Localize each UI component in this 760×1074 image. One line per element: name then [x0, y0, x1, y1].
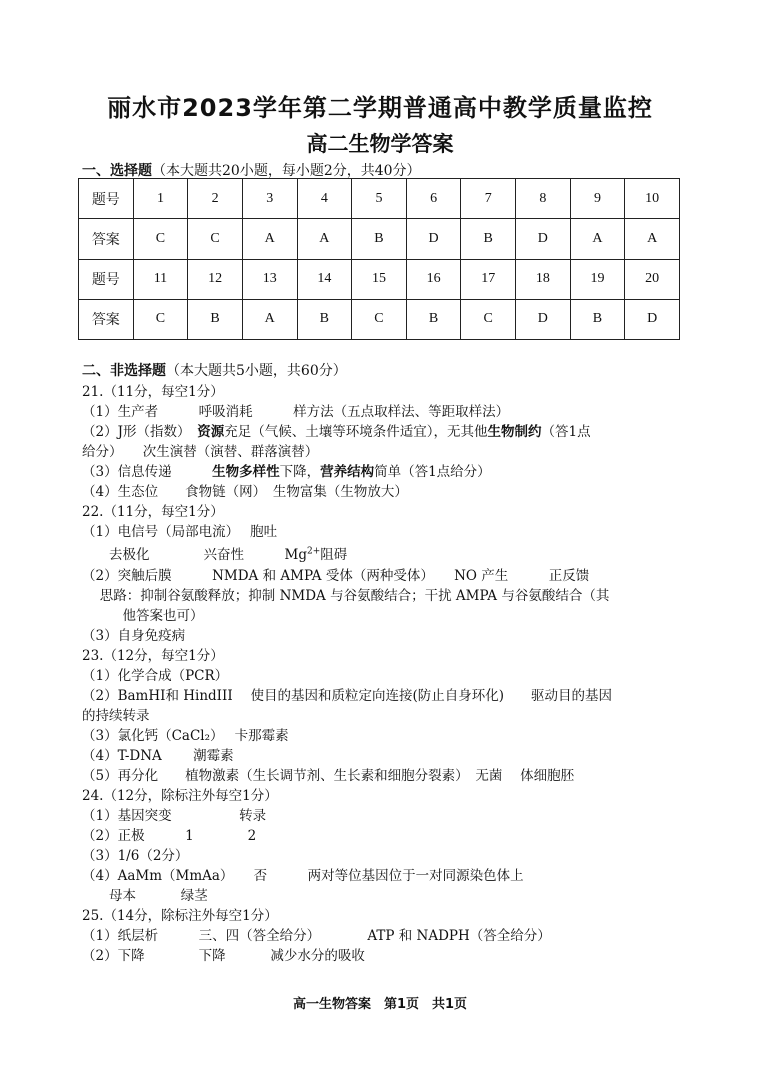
q23-line-5: （4）T-DNA 潮霉素 [82, 748, 234, 764]
question-number: 16 [406, 259, 461, 299]
q23-line-4: （3）氯化钙（CaCl₂） 卡那霉素 [82, 728, 289, 744]
q22-line-4: 思路：抑制谷氨酸释放；抑制 NMDA 与谷氨酸结合；干扰 AMPA 与谷氨酸结合（其 [82, 588, 610, 604]
document-title: 丽水市2023学年第二学期普通高中教学质量监控 [107, 94, 653, 122]
row-label: 题号 [79, 259, 134, 299]
q21-line-4-part: 下降， [279, 464, 321, 480]
question-number: 17 [461, 259, 516, 299]
q23-line-2: （2）BamHI和 HindIII 使目的基因和质粒定向连接(防止自身环化) 驱动目的基因 [82, 688, 613, 704]
q22-superscript: 2+ [306, 546, 321, 557]
question-number: 14 [297, 259, 352, 299]
q22-line-1: （1）电信号（局部电流） 胞吐 [82, 524, 278, 540]
q21-line-4-part: （3）信息传递 [82, 464, 213, 480]
q24-line-4: （4）AaMm（MmAa） 否 两对等位基因位于一对同源染色体上 [82, 868, 524, 884]
q21-keyword-resource: 资源 [197, 424, 225, 440]
answer-cell: B [188, 299, 243, 339]
question-number: 6 [406, 179, 461, 219]
answer-cell: B [570, 299, 625, 339]
question-number: 9 [570, 179, 625, 219]
q21-line-4 [82, 460, 491, 480]
page-footer: 高一生物答案 第1页 共1页 [292, 997, 468, 1012]
q24-header: 24.（12分，除标注外每空1分） [82, 788, 278, 804]
row-label: 答案 [79, 299, 134, 339]
question-number: 5 [352, 179, 407, 219]
answer-cell: C [352, 299, 407, 339]
answer-cell: B [406, 299, 461, 339]
answer-cell: A [570, 219, 625, 259]
answer-cell: A [625, 219, 680, 259]
answer-cell: D [625, 299, 680, 339]
question-number: 8 [516, 179, 571, 219]
q24-line-3: （3）1/6（2分） [82, 848, 189, 864]
answer-cell: C [188, 219, 243, 259]
question-number: 12 [188, 259, 243, 299]
q21-line-2 [82, 420, 591, 440]
answer-cell: B [297, 299, 352, 339]
answer-table [78, 178, 680, 340]
q22-line-5: 他答案也可） [82, 608, 204, 624]
document-subtitle: 高二生物学答案 [306, 132, 454, 156]
q25-line-2: （2）下降 下降 减少水分的吸收 [82, 948, 365, 964]
row-label: 答案 [79, 219, 134, 259]
section1-note: （本大题共20小题，每小题2分，共40分） [152, 163, 421, 179]
q22-line-2 [82, 543, 347, 563]
answer-cell: A [297, 219, 352, 259]
answer-cell: D [516, 219, 571, 259]
section1-heading [82, 160, 421, 180]
section1-title: 一、选择题 [82, 163, 152, 179]
q23-line-3: 的持续转录 [82, 708, 150, 724]
answer-cell: C [133, 219, 188, 259]
question-number: 1 [133, 179, 188, 219]
question-number: 11 [133, 259, 188, 299]
q24-line-1: （1）基因突变 转录 [82, 808, 267, 824]
q24-line-2: （2）正极 1 2 [82, 828, 257, 844]
answer-cell: D [516, 299, 571, 339]
q21-keyword-trophic-structure: 营养结构 [320, 464, 375, 480]
table-row [79, 299, 680, 339]
question-number: 18 [516, 259, 571, 299]
table-row [79, 219, 680, 259]
q23-line-1: （1）化学合成（PCR） [82, 668, 229, 684]
section2-title: 二、非选择题 [82, 363, 166, 379]
q22-line-2-part: 阻碍 [320, 547, 348, 563]
q21-line-1: （1）生产者 呼吸消耗 样方法（五点取样法、等距取样法） [82, 404, 510, 420]
q21-line-2-part: 充足（气候、土壤等环境条件适宜），无其他 [224, 424, 488, 440]
q21-line-2-part: （2）J形（指数） [82, 424, 198, 440]
q21-line-2-part: （答1点 [541, 424, 591, 440]
q21-line-4-part: 简单（答1点给分） [374, 464, 491, 480]
q22-line-3: （2）突触后膜 NMDA 和 AMPA 受体（两种受体） NO 产生 正反馈 [82, 568, 590, 584]
q22-line-6: （3）自身免疫病 [82, 628, 186, 644]
answer-cell: B [352, 219, 407, 259]
question-number: 15 [352, 259, 407, 299]
question-number: 2 [188, 179, 243, 219]
answer-cell: B [461, 219, 516, 259]
row-label: 题号 [79, 179, 134, 219]
q25-header: 25.（14分，除标注外每空1分） [82, 908, 278, 924]
q22-header: 22.（11分，每空1分） [82, 504, 224, 520]
question-number: 4 [297, 179, 352, 219]
table-row [79, 259, 680, 299]
q21-keyword-bio-constraint: 生物制约 [487, 424, 542, 440]
answer-cell: A [242, 299, 297, 339]
table-row [79, 179, 680, 219]
section2-note: （本大题共5小题，共60分） [166, 363, 347, 379]
answer-cell: A [242, 219, 297, 259]
q21-keyword-biodiversity: 生物多样性 [212, 464, 280, 480]
q21-header: 21.（11分，每空1分） [82, 384, 224, 400]
question-number: 10 [625, 179, 680, 219]
q23-header: 23.（12分，每空1分） [82, 648, 224, 664]
q25-line-1: （1）纸层析 三、四（答全给分） ATP 和 NADPH（答全给分） [82, 928, 551, 944]
q24-line-5: 母本 绿茎 [82, 888, 208, 904]
question-number: 7 [461, 179, 516, 219]
answer-cell: C [461, 299, 516, 339]
q23-line-6: （5）再分化 植物激素（生长调节剂、生长素和细胞分裂素） 无菌 体细胞胚 [82, 768, 575, 784]
question-number: 13 [242, 259, 297, 299]
answer-cell: C [133, 299, 188, 339]
q21-line-5: （4）生态位 食物链（网） 生物富集（生物放大） [82, 484, 408, 500]
answer-cell: D [406, 219, 461, 259]
section2-heading [82, 360, 347, 380]
question-number: 3 [242, 179, 297, 219]
question-number: 19 [570, 259, 625, 299]
q21-line-3: 给分） 次生演替（演替、群落演替） [82, 444, 319, 460]
question-number: 20 [625, 259, 680, 299]
q22-line-2-part: 去极化 兴奋性 Mg [82, 547, 307, 563]
